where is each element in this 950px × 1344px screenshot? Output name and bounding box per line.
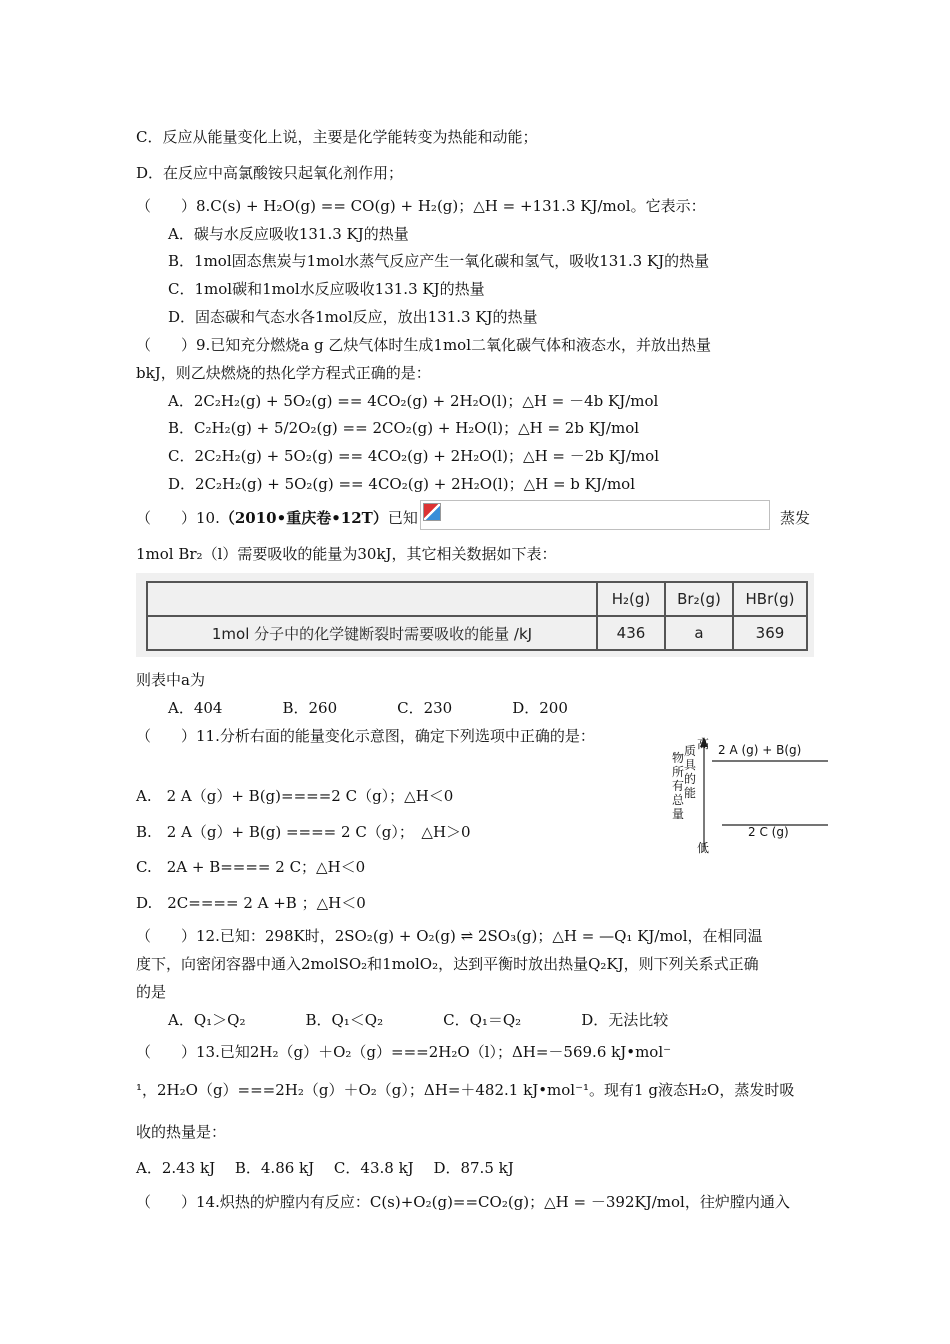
- q11-option-b: B. 2 A（g）+ B(g) ==== 2 C（g）； △H＞0: [136, 823, 471, 841]
- axis-label-col2: [684, 744, 698, 800]
- question-14: （ ）14.炽热的炉膛内有反应：C(s)+O₂(g)==CO₂(g)；△H = －392KJ/mol，往炉膛内通入: [136, 1193, 790, 1211]
- question-8: （ ）8.C(s) + H₂O(g) == CO(g) + H₂(g)；△H = +131.3 KJ/mol。它表示：: [136, 197, 706, 215]
- table-header-br2: Br₂(g): [665, 582, 733, 616]
- axis-high-label: 高: [697, 737, 710, 751]
- question-12: （ ）12.已知：298K时，2SO₂(g) + O₂(g) ⇌ 2SO₃(g)；△H = —Q₁ KJ/mol，在相同温: [136, 927, 763, 945]
- q10-source: （2010•重庆卷•12T）: [219, 509, 388, 527]
- option-d-line: D．在反应中高氯酸铵只起氧化剂作用；: [136, 164, 404, 182]
- table-row-label: 1mol 分子中的化学键断裂时需要吸收的能量 /kJ: [147, 616, 597, 650]
- question-10-cont: 1mol Br₂（l）需要吸收的能量为30kJ，其它相关数据如下表：: [136, 545, 557, 563]
- q10-number: （ ）10.: [136, 509, 220, 527]
- table-header-h2: H₂(g): [597, 582, 665, 616]
- question-11: （ ）11.分析右面的能量变化示意图，确定下列选项中正确的是：: [136, 727, 595, 745]
- lower-level-label: 2 C (g): [748, 825, 789, 839]
- q11-option-c: C. 2A + B==== 2 C；△H＜0: [136, 858, 366, 876]
- q11-option-a: A. 2 A（g）+ B(g)====2 C（g）；△H＜0: [136, 787, 454, 805]
- axis-char: 质: [684, 744, 697, 758]
- q9-option-d: D．2C₂H₂(g) + 5O₂(g) == 4CO₂(g) + 2H₂O(l)；△H = b KJ/mol: [168, 475, 635, 493]
- axis-char: 量: [672, 807, 685, 821]
- question-13-cont2: 收的热量是：: [136, 1123, 227, 1141]
- bond-energy-table-image: [136, 573, 814, 657]
- broken-image-placeholder: [420, 500, 770, 530]
- q9-option-c: C．2C₂H₂(g) + 5O₂(g) == 4CO₂(g) + 2H₂O(l)；△H = －2b KJ/mol: [168, 447, 659, 465]
- q11-option-d: D. 2C==== 2 A +B ；△H＜0: [136, 894, 366, 912]
- question-12-cont2: 的是: [136, 983, 167, 1001]
- question-13-cont1: ¹，2H₂O（g）===2H₂（g）＋O₂（g）；ΔH=＋482.1 kJ•mol⁻¹。现有1 g液态H₂O，蒸发时吸: [136, 1081, 795, 1099]
- question-10: [136, 508, 418, 528]
- energy-level-diagram: [660, 735, 830, 855]
- broken-image-icon: [423, 503, 441, 521]
- axis-char: 能: [684, 786, 697, 800]
- table-cell-br2: a: [665, 616, 733, 650]
- table-header-hbr: HBr(g): [733, 582, 807, 616]
- axis-low-label: 低: [697, 841, 710, 855]
- q8-option-b: B．1mol固态焦炭与1mol水蒸气反应产生一氧化碳和氢气，吸收131.3 KJ的热量: [168, 252, 710, 270]
- upper-level-label: 2 A (g) + B(g): [718, 743, 802, 757]
- bond-energy-table: [146, 581, 808, 651]
- question-9: （ ）9.已知充分燃烧a g 乙炔气体时生成1mol二氧化碳气体和液态水，并放出热量: [136, 336, 711, 354]
- q10-options: A．404 B．260 C．230 D．200: [168, 699, 568, 717]
- q10-tail: 蒸发: [780, 509, 811, 527]
- table-cell-h2: 436: [597, 616, 665, 650]
- table-header-empty: [147, 582, 597, 616]
- q13-options: A．2.43 kJ B．4.86 kJ C．43.8 kJ D．87.5 kJ: [136, 1159, 514, 1177]
- q8-option-a: A．碳与水反应吸收131.3 KJ的热量: [168, 225, 409, 243]
- axis-char: 有: [672, 779, 685, 793]
- q8-option-d: D．固态碳和气态水各1mol反应，放出131.3 KJ的热量: [168, 308, 538, 326]
- q8-option-c: C．1mol碳和1mol水反应吸收131.3 KJ的热量: [168, 280, 485, 298]
- q12-options: A．Q₁＞Q₂ B．Q₁＜Q₂ C．Q₁＝Q₂ D．无法比较: [168, 1011, 669, 1029]
- q10-known: 已知: [387, 509, 418, 527]
- option-c-line: C．反应从能量变化上说，主要是化学能转变为热能和动能；: [136, 128, 538, 146]
- q10-then: 则表中a为: [136, 671, 205, 689]
- table-cell-hbr: 369: [733, 616, 807, 650]
- question-12-cont1: 度下，向密闭容器中通入2molSO₂和1molO₂，达到平衡时放出热量Q₂KJ，则下列关系式正确: [136, 955, 759, 973]
- axis-char: 所: [672, 765, 685, 779]
- question-13: （ ）13.已知2H₂（g）＋O₂（g）===2H₂O（l）；ΔH=－569.6 kJ•mol⁻: [136, 1043, 672, 1061]
- axis-char: 总: [672, 793, 685, 807]
- question-9-cont: bkJ，则乙炔燃烧的热化学方程式正确的是：: [136, 364, 431, 382]
- q9-option-b: B．C₂H₂(g) + 5/2O₂(g) == 2CO₂(g) + H₂O(l)；△H = 2b KJ/mol: [168, 419, 640, 437]
- axis-char: 具: [684, 758, 697, 772]
- q9-option-a: A．2C₂H₂(g) + 5O₂(g) == 4CO₂(g) + 2H₂O(l)；△H = －4b KJ/mol: [168, 392, 659, 410]
- axis-char: 物: [672, 751, 685, 765]
- axis-char: 的: [684, 772, 697, 786]
